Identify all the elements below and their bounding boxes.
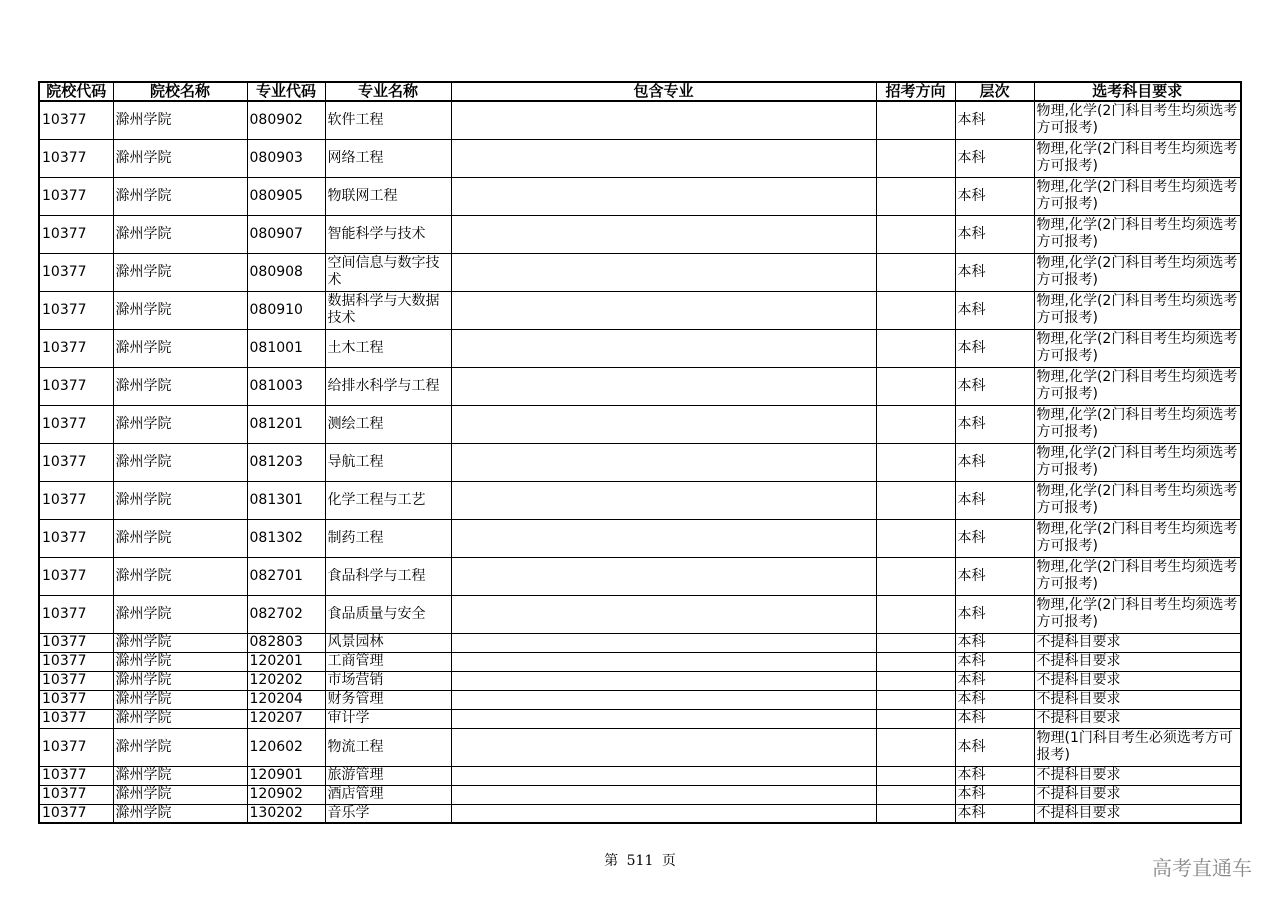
cell-school-name: 滁州学院 bbox=[113, 804, 247, 823]
cell-included-majors bbox=[451, 291, 876, 329]
cell-school-name: 滁州学院 bbox=[113, 481, 247, 519]
cell-subject-requirement: 不提科目要求 bbox=[1034, 785, 1241, 804]
cell-school-code: 10377 bbox=[39, 671, 113, 690]
cell-major-name: 测绘工程 bbox=[325, 405, 451, 443]
cell-school-name: 滁州学院 bbox=[113, 633, 247, 652]
cell-major-code: 080902 bbox=[247, 101, 325, 139]
cell-included-majors bbox=[451, 101, 876, 139]
cell-level: 本科 bbox=[955, 557, 1034, 595]
cell-included-majors bbox=[451, 253, 876, 291]
cell-admission-direction bbox=[876, 215, 955, 253]
cell-admission-direction bbox=[876, 690, 955, 709]
cell-school-code: 10377 bbox=[39, 405, 113, 443]
cell-school-name: 滁州学院 bbox=[113, 595, 247, 633]
table-row bbox=[39, 291, 1241, 329]
header-admission-direction: 招考方向 bbox=[876, 82, 955, 101]
page-number-value: 511 bbox=[626, 853, 654, 869]
cell-major-code: 080903 bbox=[247, 139, 325, 177]
cell-level: 本科 bbox=[955, 481, 1034, 519]
cell-school-code: 10377 bbox=[39, 766, 113, 785]
cell-subject-requirement: 不提科目要求 bbox=[1034, 671, 1241, 690]
cell-level: 本科 bbox=[955, 728, 1034, 766]
cell-school-name: 滁州学院 bbox=[113, 652, 247, 671]
cell-school-name: 滁州学院 bbox=[113, 690, 247, 709]
cell-school-code: 10377 bbox=[39, 633, 113, 652]
table-row bbox=[39, 481, 1241, 519]
cell-admission-direction bbox=[876, 291, 955, 329]
table-header-row bbox=[39, 82, 1241, 101]
cell-subject-requirement: 物理,化学(2门科目考生均须选考方可报考) bbox=[1034, 139, 1241, 177]
cell-major-code: 130202 bbox=[247, 804, 325, 823]
cell-major-code: 080907 bbox=[247, 215, 325, 253]
cell-major-name: 酒店管理 bbox=[325, 785, 451, 804]
cell-subject-requirement: 物理,化学(2门科目考生均须选考方可报考) bbox=[1034, 405, 1241, 443]
cell-included-majors bbox=[451, 785, 876, 804]
cell-admission-direction bbox=[876, 519, 955, 557]
table-row bbox=[39, 633, 1241, 652]
cell-school-code: 10377 bbox=[39, 215, 113, 253]
cell-school-code: 10377 bbox=[39, 139, 113, 177]
cell-admission-direction bbox=[876, 671, 955, 690]
cell-included-majors bbox=[451, 519, 876, 557]
cell-subject-requirement: 物理(1门科目考生必须选考方可报考) bbox=[1034, 728, 1241, 766]
cell-level: 本科 bbox=[955, 215, 1034, 253]
cell-admission-direction bbox=[876, 177, 955, 215]
cell-major-name: 数据科学与大数据技术 bbox=[325, 291, 451, 329]
cell-admission-direction bbox=[876, 101, 955, 139]
cell-major-name: 工商管理 bbox=[325, 652, 451, 671]
cell-major-code: 081203 bbox=[247, 443, 325, 481]
cell-school-name: 滁州学院 bbox=[113, 101, 247, 139]
cell-school-code: 10377 bbox=[39, 367, 113, 405]
cell-major-name: 风景园林 bbox=[325, 633, 451, 652]
cell-school-code: 10377 bbox=[39, 690, 113, 709]
cell-major-code: 120201 bbox=[247, 652, 325, 671]
cell-level: 本科 bbox=[955, 519, 1034, 557]
cell-school-name: 滁州学院 bbox=[113, 785, 247, 804]
cell-major-name: 空间信息与数字技术 bbox=[325, 253, 451, 291]
table-row bbox=[39, 101, 1241, 139]
table-row bbox=[39, 804, 1241, 823]
cell-admission-direction bbox=[876, 766, 955, 785]
cell-included-majors bbox=[451, 367, 876, 405]
cell-subject-requirement: 物理,化学(2门科目考生均须选考方可报考) bbox=[1034, 443, 1241, 481]
cell-level: 本科 bbox=[955, 443, 1034, 481]
header-subject-requirement: 选考科目要求 bbox=[1034, 82, 1241, 101]
cell-admission-direction bbox=[876, 804, 955, 823]
cell-level: 本科 bbox=[955, 329, 1034, 367]
cell-level: 本科 bbox=[955, 139, 1034, 177]
cell-included-majors bbox=[451, 709, 876, 728]
cell-school-code: 10377 bbox=[39, 804, 113, 823]
header-school-code: 院校代码 bbox=[39, 82, 113, 101]
cell-level: 本科 bbox=[955, 253, 1034, 291]
cell-major-name: 财务管理 bbox=[325, 690, 451, 709]
cell-subject-requirement: 物理,化学(2门科目考生均须选考方可报考) bbox=[1034, 481, 1241, 519]
cell-subject-requirement: 不提科目要求 bbox=[1034, 766, 1241, 785]
cell-major-code: 081201 bbox=[247, 405, 325, 443]
cell-major-name: 智能科学与技术 bbox=[325, 215, 451, 253]
cell-level: 本科 bbox=[955, 671, 1034, 690]
cell-included-majors bbox=[451, 405, 876, 443]
cell-subject-requirement: 物理,化学(2门科目考生均须选考方可报考) bbox=[1034, 595, 1241, 633]
cell-school-code: 10377 bbox=[39, 728, 113, 766]
cell-included-majors bbox=[451, 139, 876, 177]
cell-included-majors bbox=[451, 766, 876, 785]
cell-included-majors bbox=[451, 671, 876, 690]
header-level: 层次 bbox=[955, 82, 1034, 101]
table-row bbox=[39, 443, 1241, 481]
cell-major-name: 审计学 bbox=[325, 709, 451, 728]
cell-school-name: 滁州学院 bbox=[113, 367, 247, 405]
cell-admission-direction bbox=[876, 557, 955, 595]
cell-school-code: 10377 bbox=[39, 557, 113, 595]
header-major-name: 专业名称 bbox=[325, 82, 451, 101]
cell-school-name: 滁州学院 bbox=[113, 671, 247, 690]
cell-level: 本科 bbox=[955, 367, 1034, 405]
cell-subject-requirement: 不提科目要求 bbox=[1034, 633, 1241, 652]
page-number bbox=[0, 850, 1280, 870]
cell-subject-requirement: 物理,化学(2门科目考生均须选考方可报考) bbox=[1034, 557, 1241, 595]
cell-major-name: 物联网工程 bbox=[325, 177, 451, 215]
cell-major-name: 给排水科学与工程 bbox=[325, 367, 451, 405]
cell-major-code: 081003 bbox=[247, 367, 325, 405]
cell-admission-direction bbox=[876, 443, 955, 481]
page-number-suffix: 页 bbox=[661, 853, 676, 869]
cell-school-code: 10377 bbox=[39, 481, 113, 519]
cell-school-code: 10377 bbox=[39, 329, 113, 367]
cell-major-name: 土木工程 bbox=[325, 329, 451, 367]
cell-subject-requirement: 不提科目要求 bbox=[1034, 804, 1241, 823]
table-row bbox=[39, 367, 1241, 405]
cell-included-majors bbox=[451, 177, 876, 215]
cell-admission-direction bbox=[876, 785, 955, 804]
cell-school-code: 10377 bbox=[39, 785, 113, 804]
cell-school-code: 10377 bbox=[39, 519, 113, 557]
cell-admission-direction bbox=[876, 728, 955, 766]
cell-major-code: 120901 bbox=[247, 766, 325, 785]
cell-school-code: 10377 bbox=[39, 595, 113, 633]
cell-included-majors bbox=[451, 728, 876, 766]
cell-level: 本科 bbox=[955, 291, 1034, 329]
cell-school-name: 滁州学院 bbox=[113, 709, 247, 728]
cell-school-code: 10377 bbox=[39, 177, 113, 215]
cell-included-majors bbox=[451, 215, 876, 253]
cell-major-name: 市场营销 bbox=[325, 671, 451, 690]
cell-major-name: 旅游管理 bbox=[325, 766, 451, 785]
table-row bbox=[39, 405, 1241, 443]
cell-school-name: 滁州学院 bbox=[113, 329, 247, 367]
table-row bbox=[39, 177, 1241, 215]
cell-subject-requirement: 不提科目要求 bbox=[1034, 709, 1241, 728]
cell-subject-requirement: 不提科目要求 bbox=[1034, 690, 1241, 709]
table-row bbox=[39, 519, 1241, 557]
cell-major-name: 食品质量与安全 bbox=[325, 595, 451, 633]
cell-major-code: 082702 bbox=[247, 595, 325, 633]
cell-included-majors bbox=[451, 804, 876, 823]
cell-school-name: 滁州学院 bbox=[113, 177, 247, 215]
cell-level: 本科 bbox=[955, 652, 1034, 671]
cell-admission-direction bbox=[876, 481, 955, 519]
cell-included-majors bbox=[451, 633, 876, 652]
table-row bbox=[39, 652, 1241, 671]
cell-subject-requirement: 物理,化学(2门科目考生均须选考方可报考) bbox=[1034, 215, 1241, 253]
cell-school-name: 滁州学院 bbox=[113, 443, 247, 481]
table-row bbox=[39, 766, 1241, 785]
cell-admission-direction bbox=[876, 329, 955, 367]
cell-subject-requirement: 物理,化学(2门科目考生均须选考方可报考) bbox=[1034, 329, 1241, 367]
cell-level: 本科 bbox=[955, 709, 1034, 728]
cell-level: 本科 bbox=[955, 101, 1034, 139]
cell-admission-direction bbox=[876, 709, 955, 728]
cell-major-name: 食品科学与工程 bbox=[325, 557, 451, 595]
cell-included-majors bbox=[451, 329, 876, 367]
cell-level: 本科 bbox=[955, 804, 1034, 823]
cell-school-name: 滁州学院 bbox=[113, 253, 247, 291]
cell-major-code: 120602 bbox=[247, 728, 325, 766]
cell-included-majors bbox=[451, 557, 876, 595]
watermark: 高考直通车 bbox=[1152, 856, 1252, 880]
cell-level: 本科 bbox=[955, 595, 1034, 633]
cell-subject-requirement: 物理,化学(2门科目考生均须选考方可报考) bbox=[1034, 367, 1241, 405]
cell-major-name: 软件工程 bbox=[325, 101, 451, 139]
cell-major-code: 082701 bbox=[247, 557, 325, 595]
table-row bbox=[39, 139, 1241, 177]
cell-school-name: 滁州学院 bbox=[113, 519, 247, 557]
cell-admission-direction bbox=[876, 139, 955, 177]
cell-major-name: 网络工程 bbox=[325, 139, 451, 177]
cell-major-code: 120202 bbox=[247, 671, 325, 690]
cell-school-code: 10377 bbox=[39, 291, 113, 329]
cell-major-code: 080905 bbox=[247, 177, 325, 215]
header-major-code: 专业代码 bbox=[247, 82, 325, 101]
cell-level: 本科 bbox=[955, 177, 1034, 215]
cell-school-name: 滁州学院 bbox=[113, 766, 247, 785]
cell-major-code: 081302 bbox=[247, 519, 325, 557]
table-row bbox=[39, 595, 1241, 633]
cell-major-name: 物流工程 bbox=[325, 728, 451, 766]
cell-major-name: 音乐学 bbox=[325, 804, 451, 823]
cell-school-name: 滁州学院 bbox=[113, 215, 247, 253]
cell-admission-direction bbox=[876, 652, 955, 671]
cell-level: 本科 bbox=[955, 766, 1034, 785]
table-row bbox=[39, 557, 1241, 595]
cell-major-code: 080908 bbox=[247, 253, 325, 291]
cell-school-code: 10377 bbox=[39, 101, 113, 139]
cell-school-name: 滁州学院 bbox=[113, 139, 247, 177]
table-row bbox=[39, 785, 1241, 804]
cell-subject-requirement: 物理,化学(2门科目考生均须选考方可报考) bbox=[1034, 101, 1241, 139]
cell-admission-direction bbox=[876, 595, 955, 633]
cell-major-code: 080910 bbox=[247, 291, 325, 329]
cell-admission-direction bbox=[876, 253, 955, 291]
cell-major-code: 120207 bbox=[247, 709, 325, 728]
admissions-table bbox=[38, 81, 1242, 824]
table-row bbox=[39, 690, 1241, 709]
table-row bbox=[39, 253, 1241, 291]
table-row bbox=[39, 671, 1241, 690]
table-row bbox=[39, 709, 1241, 728]
cell-major-code: 081001 bbox=[247, 329, 325, 367]
cell-major-code: 120204 bbox=[247, 690, 325, 709]
cell-level: 本科 bbox=[955, 690, 1034, 709]
cell-major-name: 制药工程 bbox=[325, 519, 451, 557]
cell-school-code: 10377 bbox=[39, 443, 113, 481]
cell-school-name: 滁州学院 bbox=[113, 728, 247, 766]
header-included-majors: 包含专业 bbox=[451, 82, 876, 101]
cell-major-code: 120902 bbox=[247, 785, 325, 804]
cell-included-majors bbox=[451, 595, 876, 633]
cell-major-code: 082803 bbox=[247, 633, 325, 652]
page-number-prefix: 第 bbox=[604, 853, 619, 869]
cell-included-majors bbox=[451, 481, 876, 519]
cell-subject-requirement: 物理,化学(2门科目考生均须选考方可报考) bbox=[1034, 291, 1241, 329]
cell-level: 本科 bbox=[955, 405, 1034, 443]
cell-subject-requirement: 物理,化学(2门科目考生均须选考方可报考) bbox=[1034, 253, 1241, 291]
cell-school-code: 10377 bbox=[39, 709, 113, 728]
table-row bbox=[39, 329, 1241, 367]
cell-subject-requirement: 物理,化学(2门科目考生均须选考方可报考) bbox=[1034, 177, 1241, 215]
cell-school-name: 滁州学院 bbox=[113, 291, 247, 329]
cell-level: 本科 bbox=[955, 785, 1034, 804]
header-school-name: 院校名称 bbox=[113, 82, 247, 101]
cell-major-name: 导航工程 bbox=[325, 443, 451, 481]
cell-major-name: 化学工程与工艺 bbox=[325, 481, 451, 519]
table-row bbox=[39, 728, 1241, 766]
cell-subject-requirement: 物理,化学(2门科目考生均须选考方可报考) bbox=[1034, 519, 1241, 557]
cell-subject-requirement: 不提科目要求 bbox=[1034, 652, 1241, 671]
cell-school-name: 滁州学院 bbox=[113, 557, 247, 595]
cell-included-majors bbox=[451, 690, 876, 709]
cell-included-majors bbox=[451, 443, 876, 481]
cell-major-code: 081301 bbox=[247, 481, 325, 519]
cell-school-name: 滁州学院 bbox=[113, 405, 247, 443]
cell-school-code: 10377 bbox=[39, 253, 113, 291]
cell-school-code: 10377 bbox=[39, 652, 113, 671]
cell-level: 本科 bbox=[955, 633, 1034, 652]
cell-admission-direction bbox=[876, 367, 955, 405]
table-row bbox=[39, 215, 1241, 253]
cell-admission-direction bbox=[876, 633, 955, 652]
cell-included-majors bbox=[451, 652, 876, 671]
cell-admission-direction bbox=[876, 405, 955, 443]
